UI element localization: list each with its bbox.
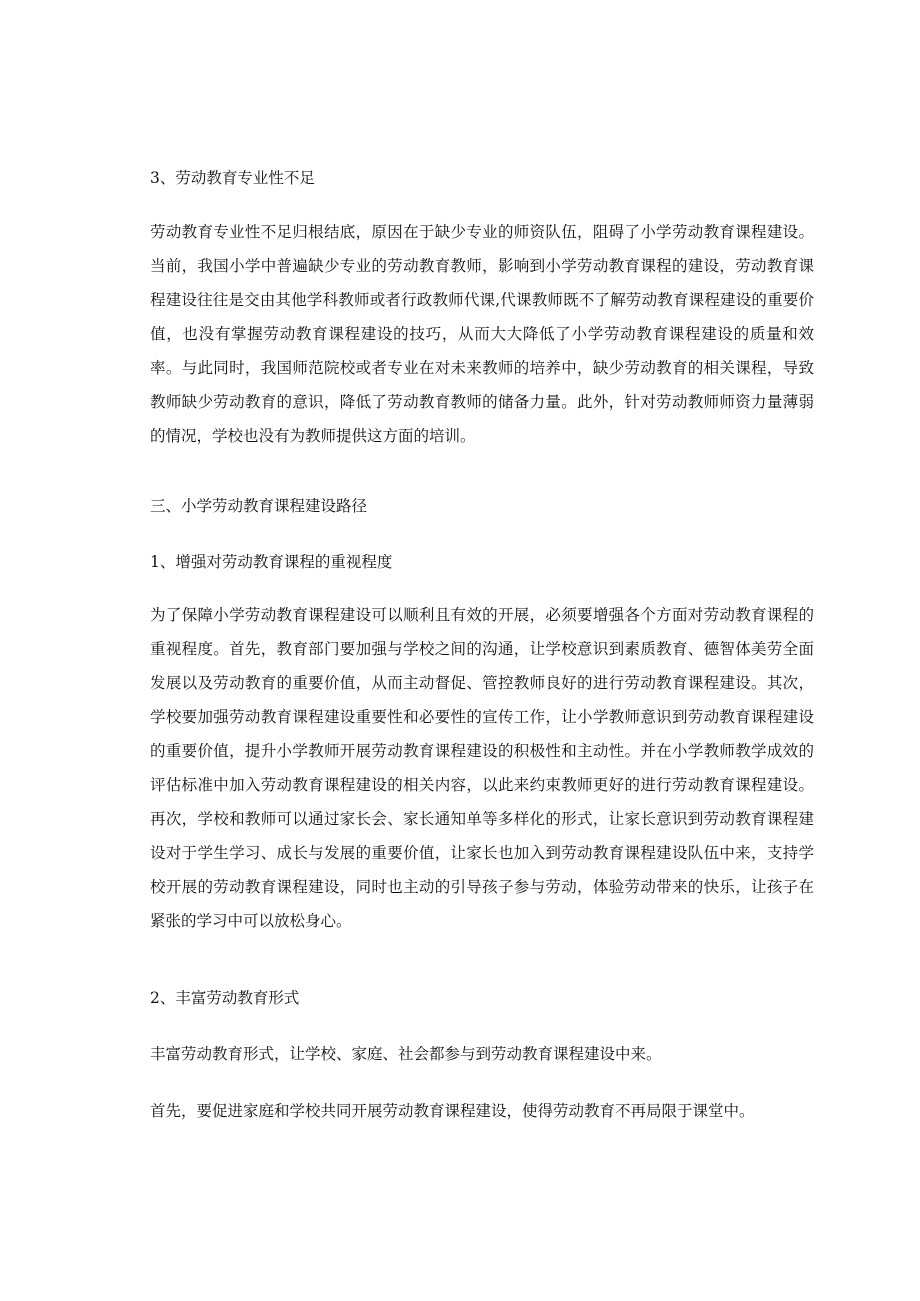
point-1-paragraph: 为了保障小学劳动教育课程建设可以顺利且有效的开展，必须要增强各个方面对劳动教育课程的重视程度。首先，教育部门要加强与学校之间的沟通，让学校意识到素质教育、德智体美劳全面发展以及劳动教育的重要价值，从而主动督促、管控教师良好的进行劳动教育课程建设。其次，学校要加强劳动教育课程建设重要性和必要性的宣传工作，让小学教师意识到劳动教育课程建设的重要价值，提升小学教师开展劳动教育课程建设的积极性和主动性。并在小学教师教学成效的评估标准中加入劳动教育课程建设的相关内容，以此来约束教师更好的进行劳动教育课程建设。再次，学校和教师可以通过家长会、家长通知单等多样化的形式，让家长意识到劳动教育课程建设对于学生学习、成长与发展的重要价值，让家长也加入到劳动教育课程建设队伍中来，支持学校开展的劳动教育课程建设，同时也主动的引导孩子参与劳动，体验劳动带来的快乐，让孩子在紧张的学习中可以放松身心。 bbox=[150, 606, 814, 930]
point-heading-1: 1、增强对劳动教育课程的重视程度 bbox=[150, 553, 393, 571]
point-heading-2: 2、丰富劳动教育形式 bbox=[150, 989, 300, 1007]
point-2-line-2: 首先，要促进家庭和学校共同开展劳动教育课程建设，使得劳动教育不再局限于课堂中。 bbox=[150, 1102, 755, 1120]
point-2-line-1: 丰富劳动教育形式，让学校、家庭、社会都参与到劳动教育课程建设中来。 bbox=[150, 1045, 662, 1063]
section-heading-3: 3、劳动教育专业性不足 bbox=[150, 169, 315, 187]
chapter-heading-3: 三、小学劳动教育课程建设路径 bbox=[150, 497, 368, 515]
section-3-paragraph: 劳动教育专业性不足归根结底，原因在于缺少专业的师资队伍，阻碍了小学劳动教育课程建设。当前，我国小学中普遍缺少专业的劳动教育教师，影响到小学劳动教育课程的建设，劳动教育课程建设往往是交由其他学科教师或者行政教师代课,代课教师既不了解劳动教育课程建设的重要价值，也没有掌握劳动教育课程建设的技巧，从而大大降低了小学劳动教育课程建设的质量和效率。与此同时，我国师范院校或者专业在对未来教师的培养中，缺少劳动教育的相关课程，导致教师缺少劳动教育的意识，降低了劳动教育教师的储备力量。此外，针对劳动教师师资力量薄弱的情况，学校也没有为教师提供这方面的培训。 bbox=[150, 223, 814, 445]
